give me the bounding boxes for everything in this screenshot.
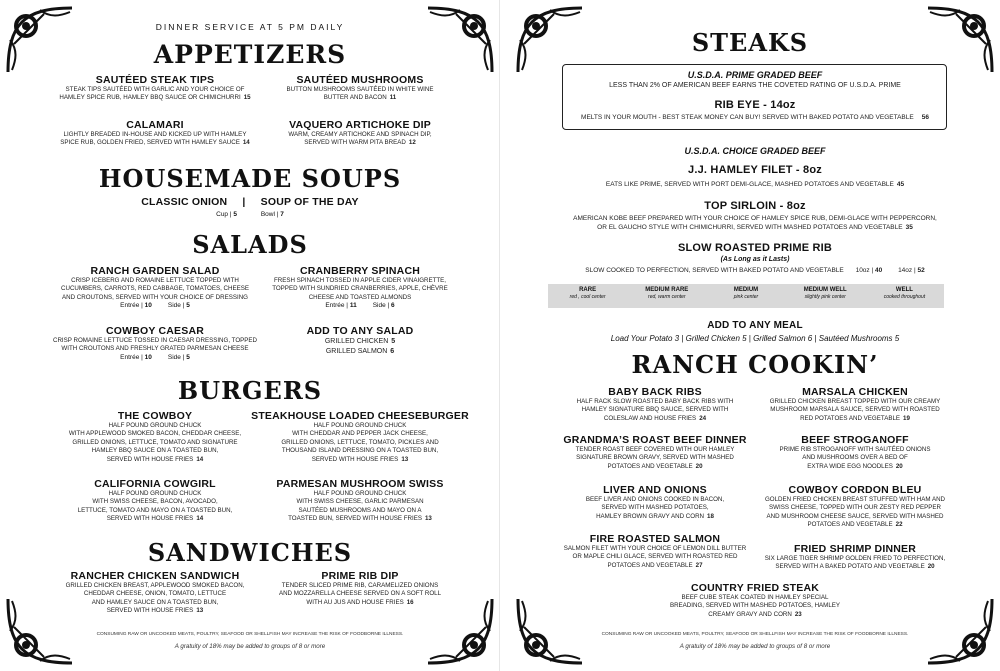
item-desc: EATS LIKE PRIME, SERVED WITH PORT DEMI-GLACE, MASHED POTATOES AND VEGETABLE: [605, 181, 894, 188]
item-desc: OR MAPLE CHILI GLACE, SERVED WITH ROASTED RED: [572, 553, 738, 561]
menu-item: [40, 265, 270, 309]
prime-heading: U.S.D.A. PRIME GRADED BEEF: [687, 70, 823, 80]
item-desc: CRISP ICEBERG AND ROMAINE LETTUCE TOPPED WITH: [71, 277, 239, 284]
item-desc: AND MUSHROOM CHEESE SAUCE, SERVED WITH MASHED: [766, 512, 944, 520]
item-desc: COLESLAW AND HOUSE FRIES: [603, 414, 697, 422]
item-price: 24: [699, 414, 707, 422]
item-price: 56: [921, 114, 929, 121]
menu-item: [740, 386, 970, 423]
ribeye-name: RIB EYE - 14oz: [714, 99, 796, 111]
side-price: 5: [186, 302, 190, 310]
item-desc: SERVED WITH HOUSE FRIES: [106, 455, 194, 463]
item-desc: HALF POUND GROUND CHUCK: [313, 490, 407, 497]
item-desc: THOUSAND ISLAND DRESSING ON A TOASTED BUN,: [281, 447, 439, 455]
doneness-level: [548, 284, 627, 308]
menu-item: [245, 478, 475, 524]
addon-price: 6: [390, 348, 395, 355]
item-desc: STEAK TIPS SAUTÉED WITH GARLIC AND YOUR CHOICE OF: [65, 86, 245, 93]
item-desc: BUTTON MUSHROOMS SAUTÉED IN WHITE WINE: [286, 86, 434, 93]
item-name: STEAKHOUSE LOADED CHEESEBURGER: [251, 410, 469, 422]
size-separator: |: [182, 302, 185, 310]
item-price: 40: [875, 267, 883, 274]
item-desc: WITH CHEDDAR AND PEPPER JACK CHEESE,: [292, 430, 428, 438]
doneness-desc: slightly pink center: [804, 294, 846, 300]
doneness-level: [786, 284, 865, 308]
item-desc: TENDER ROAST BEEF COVERED WITH OUR HAMLEY: [575, 446, 735, 453]
soup-options: [0, 196, 500, 208]
item-desc: GRILLED CHICKEN BREAST TOPPED WITH OUR CREAMY: [769, 398, 941, 405]
item-desc: AMERICAN KOBE BEEF PREPARED WITH YOUR CHOICE OF HAMLEY SPICE RUB, DEMI-GLACE WITH PEPPERCORN,: [573, 215, 937, 222]
item-desc: GOLDEN FRIED CHICKEN BREAST STUFFED WITH HAM AND: [764, 496, 946, 503]
menu-item: [40, 570, 270, 616]
side-label: Side: [372, 302, 386, 310]
menu-item: [740, 484, 970, 530]
menu-item: [500, 181, 1000, 189]
addmeal-title: ADD TO ANY MEAL: [707, 320, 803, 331]
item-desc: HAMLEY BROWN GRAVY AND CORN: [596, 512, 705, 520]
item-desc: SIGNATURE BROWN GRAVY, SERVED WITH MASHED: [576, 454, 734, 462]
corner-ornament-icon: [924, 595, 996, 667]
item-price: 13: [196, 607, 204, 615]
item-name: CALAMARI: [126, 119, 184, 131]
item-name: ADD TO ANY SALAD: [306, 325, 414, 337]
item-desc: RED POTATOES AND VEGETABLE: [800, 414, 901, 422]
item-desc: SLOW COOKED TO PERFECTION, SERVED WITH BAKED POTATO AND VEGETABLE: [585, 267, 844, 274]
item-desc: HALF POUND GROUND CHUCK: [313, 422, 407, 429]
item-desc: SWISS CHEESE, TOPPED WITH OUR ZESTY RED PEPPER: [769, 504, 941, 512]
menu-item: [740, 434, 970, 471]
ranch-title: RANCH COOKIN’: [631, 350, 879, 379]
item-name: COUNTRY FRIED STEAK: [690, 582, 820, 594]
item-desc: AND MOZZARELLA CHEESE SERVED ON A SOFT ROLL: [278, 590, 442, 598]
item-name: COWBOY CAESAR: [105, 325, 205, 337]
menu-item: [500, 224, 1000, 232]
entree-label: Entrée: [120, 353, 140, 361]
menu-item: [500, 114, 1000, 122]
item-desc: MELTS IN YOUR MOUTH - BEST STEAK MONEY CAN BUY! SERVED WITH BAKED POTATO AND VEGETABLE: [581, 114, 914, 121]
addon-chicken: GRILLED CHICKEN: [324, 338, 389, 345]
service-note: DINNER SERVICE AT 5 PM DAILY: [155, 22, 345, 32]
bowl-price: 7: [280, 211, 284, 218]
item-desc: TOPPED WITH SUNDRIED CRANBERRIES, APPLE, CHÈVRE: [272, 285, 448, 293]
item-desc: HAMLEY BBQ SAUCE ON A TOASTED BUN,: [91, 447, 219, 455]
item-price: 18: [707, 512, 714, 520]
item-desc: HALF RACK SLOW ROASTED BABY BACK RIBS WITH: [576, 398, 734, 405]
doneness-label: WELL: [895, 287, 913, 293]
item-name: FIRE ROASTED SALMON: [589, 533, 721, 545]
menu-item: [640, 582, 870, 619]
burgers-title: BURGERS: [177, 376, 323, 405]
menu-item: [540, 484, 770, 521]
item-desc: PRIME RIB STROGANOFF WITH SAUTÉED ONIONS: [779, 446, 931, 453]
item-name: RANCHER CHICKEN SANDWICH: [70, 570, 240, 582]
entree-label: Entrée: [120, 302, 140, 310]
entree-price: 10: [144, 353, 152, 361]
primerib-name: SLOW ROASTED PRIME RIB: [677, 242, 833, 254]
size-label: 10oz: [855, 267, 870, 274]
item-price: 19: [903, 414, 910, 422]
filet-name: J.J. HAMLEY FILET - 8oz: [688, 164, 822, 176]
size-separator: |: [387, 302, 390, 310]
item-name: MARSALA CHICKEN: [802, 386, 908, 398]
item-desc: AND HAMLEY SAUCE ON A TOASTED BUN,: [91, 598, 219, 606]
menu-item: [245, 74, 475, 103]
item-name: GRANDMA’S ROAST BEEF DINNER: [563, 434, 747, 446]
entree-label: Entrée: [325, 302, 345, 310]
item-desc: CHEESE AND TOASTED ALMONDS: [308, 293, 412, 301]
item-name: BEEF STROGANOFF: [801, 434, 909, 446]
item-desc: SALMON FILET WITH YOUR CHOICE OF LEMON DILL BUTTER: [563, 545, 747, 552]
item-name: COWBOY CORDON BLEU: [788, 484, 922, 496]
soup-classic-onion: CLASSIC ONION: [141, 196, 228, 208]
item-name: SAUTÉED MUSHROOMS: [296, 74, 424, 86]
menu-item: [40, 478, 270, 524]
item-desc: LIGHTLY BREADED IN-HOUSE AND KICKED UP WITH HAMLEY: [63, 131, 247, 138]
item-name: RANCH GARDEN SALAD: [90, 265, 220, 277]
doneness-level: [627, 284, 706, 308]
item-desc: WITH SWISS CHEESE, BACON, AVOCADO,: [92, 498, 218, 506]
item-desc: EXTRA WIDE EGG NOODLES: [807, 462, 893, 470]
menu-item: [245, 570, 475, 607]
doneness-level: [865, 284, 944, 308]
menu-item: [540, 434, 770, 471]
item-name: FRIED SHRIMP DINNER: [793, 543, 917, 555]
menu-item: [242, 119, 475, 148]
item-name: PARMESAN MUSHROOM SWISS: [276, 478, 444, 490]
bowl-label: Bowl: [260, 211, 275, 218]
doneness-guide: [548, 284, 944, 308]
item-name: PRIME RIB DIP: [321, 570, 399, 582]
addmeal-options: Load Your Potato 3 | Grilled Chicken 5 | Grilled Salmon 6 | Sautéed Mushrooms 5: [610, 334, 900, 343]
item-price: 12: [408, 139, 416, 147]
item-desc: SERVED WITH HOUSE FRIES: [311, 455, 399, 463]
menu-item: [740, 543, 970, 572]
entree-price: 11: [349, 302, 357, 310]
item-desc: FRESH SPINACH TOSSED IN APPLE CIDER VINAIGRETTE,: [273, 277, 447, 284]
doneness-desc: red, warm center: [648, 294, 686, 300]
gratuity-note: A gratuity of 18% may be added to groups of 8 or more: [679, 643, 831, 650]
item-price: 22: [895, 521, 903, 529]
menu-item: [245, 410, 475, 464]
item-desc: WITH AU JUS AND HOUSE FRIES: [306, 598, 404, 606]
doneness-label: MEDIUM WELL: [803, 287, 847, 293]
cup-price: 5: [233, 211, 238, 218]
menu-item: [245, 265, 475, 309]
item-desc: AND MUSHROOMS OVER A BED OF: [802, 454, 908, 462]
item-desc: GRILLED CHICKEN BREAST, APPLEWOOD SMOKED BACON,: [65, 582, 245, 589]
item-desc: MUSHROOM MARSALA SAUCE, SERVED WITH ROASTED: [770, 406, 940, 414]
item-name: CALIFORNIA COWGIRL: [94, 478, 216, 490]
doneness-level: [706, 284, 785, 308]
size-separator: |: [913, 267, 916, 274]
item-desc: SAUTÉED MUSHROOMS AND MAYO ON A: [298, 506, 422, 514]
doneness-desc: red , cool center: [569, 294, 606, 300]
item-desc: BUTTER AND BACON: [323, 94, 387, 102]
side-price: 5: [186, 353, 190, 361]
item-desc: CUCUMBERS, CARROTS, RED CABBAGE, TOMATOES, CHEESE: [61, 285, 249, 293]
item-desc: GRILLED ONIONS, LETTUCE, TOMATO AND SIGNATURE: [72, 438, 238, 446]
prime-subtitle: LESS THAN 2% OF AMERICAN BEEF EARNS THE COVETED RATING OF U.S.D.A. PRIME: [609, 82, 901, 89]
primerib-note: (As Long as it Lasts): [720, 256, 790, 263]
item-desc: BEEF CUBE STEAK COATED IN HAMLEY SPECIAL: [681, 594, 829, 601]
size-separator: |: [182, 353, 185, 361]
item-price: 13: [401, 455, 409, 463]
item-price: 23: [794, 610, 802, 618]
item-desc: POTATOES AND VEGETABLE: [607, 561, 693, 569]
salad-addons: [245, 325, 475, 357]
item-price: 14: [242, 139, 250, 147]
gratuity-note: A gratuity of 18% may be added to groups of 8 or more: [174, 643, 326, 650]
item-desc: BREADING, SERVED WITH MASHED POTATOES, HAMLEY: [669, 602, 841, 610]
corner-ornament-icon: [514, 595, 586, 667]
item-desc: SIX LARGE TIGER SHRIMP GOLDEN FRIED TO PERFECTION,: [764, 555, 946, 562]
item-desc: SERVED WITH MASHED POTATOES,: [601, 504, 709, 512]
menu-item: [40, 410, 270, 464]
item-desc: HALF POUND GROUND CHUCK: [108, 490, 202, 497]
item-price: 52: [917, 267, 925, 274]
item-price: 45: [896, 181, 905, 188]
doneness-label: MEDIUM: [733, 287, 759, 293]
item-desc: GRILLED ONIONS, LETTUCE, TOMATO, PICKLES AND: [281, 438, 439, 446]
menu-item: [40, 74, 270, 103]
menu-item: [40, 325, 270, 361]
item-desc: HAMLEY SIGNATURE BBQ SAUCE, SERVED WITH: [581, 406, 729, 414]
item-price: 14: [196, 455, 204, 463]
item-price: 13: [424, 515, 432, 523]
menu-item: [500, 267, 1000, 275]
side-price: 6: [391, 302, 395, 310]
food-safety-notice: CONSUMING RAW OR UNCOOKED MEATS, POULTRY, SEAFOOD OR SHELLFISH MAY INCREASE THE RISK OF FOODBORNE ILLNESS.: [601, 632, 909, 637]
item-desc: AND CROUTONS, SERVED WITH YOUR CHOICE OF DRESSING: [62, 293, 248, 301]
food-safety-notice: CONSUMING RAW OR UNCOOKED MEATS, POULTRY, SEAFOOD OR SHELLFISH MAY INCREASE THE RISK OF FOODBORNE ILLNESS.: [96, 632, 404, 637]
side-label: Side: [167, 353, 181, 361]
item-name: LIVER AND ONIONS: [603, 484, 707, 496]
item-desc: BEEF LIVER AND ONIONS COOKED IN BACON,: [585, 496, 725, 503]
size-separator: |: [871, 267, 874, 274]
item-price: 16: [406, 598, 414, 606]
item-name: BABY BACK RIBS: [608, 386, 702, 398]
size-separator: |: [141, 353, 143, 361]
item-desc: CREAMY GRAVY AND CORN: [708, 610, 792, 618]
item-desc: SERVED WITH HOUSE FRIES: [106, 607, 194, 615]
right-menu-page: [500, 0, 1000, 671]
item-price: 35: [905, 224, 913, 231]
side-label: Side: [167, 302, 181, 310]
soup-separator: |: [242, 196, 246, 208]
doneness-desc: cooked throughout: [883, 294, 926, 300]
item-desc: TOASTED BUN, SERVED WITH HOUSE FRIES: [288, 515, 422, 523]
item-desc: TENDER SLICED PRIME RIB, CARAMELIZED ONIONS: [281, 582, 439, 589]
item-desc: SERVED WITH HOUSE FRIES: [106, 515, 194, 523]
soup-of-the-day: SOUP OF THE DAY: [260, 196, 359, 208]
doneness-label: MEDIUM RARE: [645, 287, 689, 293]
item-name: CRANBERRY SPINACH: [299, 265, 421, 277]
item-desc: HALF POUND GROUND CHUCK: [108, 422, 202, 429]
sandwiches-title: SANDWICHES: [147, 538, 353, 567]
menu-item: [40, 119, 270, 148]
item-desc: SERVED WITH A BAKED POTATO AND VEGETABLE: [775, 563, 925, 571]
size-separator: |: [229, 211, 232, 218]
item-desc: POTATOES AND VEGETABLE: [807, 521, 893, 529]
item-desc: WITH CROUTONS AND FRESHLY GRATED PARMESAN CHEESE: [61, 345, 249, 353]
item-desc: WITH APPLEWOOD SMOKED BACON, CHEDDAR CHEESE,: [68, 430, 242, 438]
cup-label: Cup: [216, 211, 229, 218]
item-desc: SERVED WITH WARM PITA BREAD: [304, 139, 406, 147]
item-desc: CRISP ROMAINE LETTUCE TOSSED IN CAESAR DRESSING, TOPPED: [52, 337, 257, 344]
doneness-label: RARE: [579, 287, 597, 293]
item-desc: POTATOES AND VEGETABLE: [607, 462, 693, 470]
size-separator: |: [141, 302, 143, 310]
item-name: VAQUERO ARTICHOKE DIP: [289, 119, 431, 131]
addon-salmon: GRILLED SALMON: [325, 348, 388, 355]
item-price: 14: [196, 515, 204, 523]
item-price: 20: [927, 563, 935, 571]
item-price: 11: [389, 94, 397, 102]
sirloin-name: TOP SIRLOIN - 8oz: [704, 200, 806, 212]
soups-title: HOUSEMADE SOUPS: [98, 164, 402, 193]
item-desc: WARM, CREAMY ARTICHOKE AND SPINACH DIP,: [288, 131, 432, 138]
item-price: 15: [243, 94, 251, 102]
choice-heading: U.S.D.A. CHOICE GRADED BEEF: [684, 146, 826, 156]
menu-item: [540, 533, 770, 570]
size-separator: |: [276, 211, 279, 218]
item-price: 27: [695, 561, 703, 569]
addon-price: 5: [391, 338, 396, 345]
item-price: 20: [695, 462, 703, 470]
item-name: SAUTÉED STEAK TIPS: [95, 74, 215, 86]
appetizers-title: APPETIZERS: [153, 40, 347, 69]
item-desc: HAMLEY SPICE RUB, HAMLEY BBQ SAUCE OR CHIMICHURRI: [59, 94, 241, 102]
steaks-title: STEAKS: [691, 28, 809, 57]
item-price: 20: [895, 462, 903, 470]
item-desc: SPICE RUB, GOLDEN FRIED, SERVED WITH HAMLEY SAUCE: [60, 139, 240, 147]
item-desc: LETTUCE, TOMATO AND MAYO ON A TOASTED BUN,: [77, 506, 233, 514]
soup-sizes: [0, 211, 500, 218]
menu-item: [540, 386, 770, 423]
item-desc: CHEDDAR CHEESE, ONION, TOMATO, LETTUCE: [83, 590, 227, 598]
item-desc: WITH SWISS CHEESE, GARLIC PARMESAN: [296, 498, 424, 506]
size-separator: |: [346, 302, 348, 310]
salads-title: SALADS: [192, 230, 308, 259]
doneness-desc: pink center: [733, 294, 759, 300]
entree-price: 10: [144, 302, 152, 310]
item-desc: OR EL GAUCHO STYLE WITH CHIMICHURRI, SERVED WITH MASHED POTATOES AND VEGETABLE: [597, 224, 903, 231]
size-label: 14oz: [898, 267, 913, 274]
item-name: THE COWBOY: [117, 410, 193, 422]
